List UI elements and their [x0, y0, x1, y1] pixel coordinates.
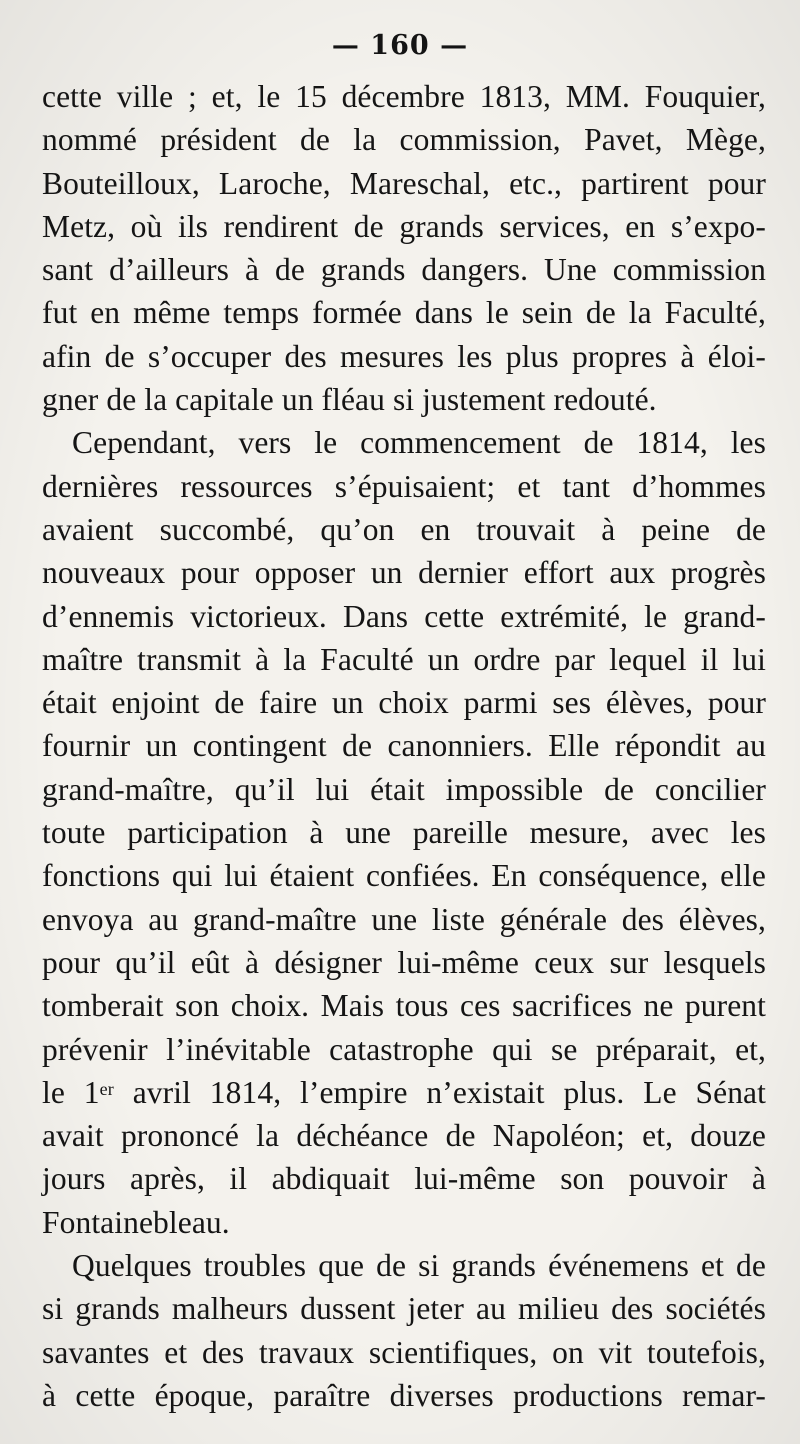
text-line: cette ville ; et, le 15 décembre 1813, MM. Fouquier, — [42, 79, 766, 114]
text-line: Fontainebleau. — [42, 1204, 230, 1240]
text-line: si grands malheurs dussent jeter au milieu des sociétés — [42, 1291, 766, 1327]
text-line: sant d’ailleurs à de grands dangers. Une commission — [42, 252, 766, 288]
body-text — [42, 75, 766, 1417]
text-line: Metz, où ils rendirent de grands services, en s’expo- — [42, 208, 766, 244]
text-line: pour qu’il eût à désigner lui-même ceux sur lesquels — [42, 944, 766, 980]
text-line: était enjoint de faire un choix parmi ses élèves, pour — [42, 685, 766, 721]
paragraph — [42, 1244, 766, 1417]
text-line: savantes et des travaux scientifiques, on vit toutefois, — [42, 1334, 766, 1370]
text-line: gner de la capitale un fléau si justement redouté. — [42, 382, 657, 418]
text-line: afin de s’occuper des mesures les plus propres à éloi- — [42, 338, 766, 374]
text-line: d’ennemis victorieux. Dans cette extrémité, le grand- — [42, 598, 766, 634]
text-line: fut en même temps formée dans le sein de la Faculté, — [42, 295, 766, 331]
text-line: le 1er avril 1814, l’empire n’existait plus. Le Sénat — [42, 1074, 766, 1110]
paragraph — [42, 421, 766, 1244]
text-line: nouveaux pour opposer un dernier effort aux progrès — [42, 555, 766, 591]
text-line: envoya au grand-maître une liste générale des élèves, — [42, 901, 766, 937]
text-line: maître transmit à la Faculté un ordre par lequel il lui — [42, 641, 766, 677]
text-line: dernières ressources s’épuisaient; et tant d’hommes — [42, 468, 766, 504]
text-line: prévenir l’inévitable catastrophe qui se préparait, et, — [42, 1031, 766, 1067]
text-line: jours après, il abdiquait lui-même son pouvoir à — [42, 1161, 766, 1197]
text-line: tomberait son choix. Mais tous ces sacrifices ne purent — [42, 988, 766, 1024]
paragraph — [42, 75, 766, 421]
text-line: Cependant, vers le commencement de 1814, les — [72, 425, 766, 461]
text-line: toute participation à une pareille mesure, avec les — [42, 815, 766, 851]
text-line: fonctions qui lui étaient confiées. En conséquence, elle — [42, 858, 766, 894]
text-line: nommé président de la commission, Pavet, Mège, — [42, 122, 766, 158]
page-number: — 160 — — [331, 30, 469, 61]
text-line: fournir un contingent de canonniers. Elle répondit au — [42, 728, 766, 764]
text-line: à cette époque, paraître diverses productions remar- — [42, 1377, 766, 1413]
text-line: avait prononcé la déchéance de Napoléon; et, douze — [42, 1118, 766, 1154]
ordinal-superscript: er — [99, 1078, 114, 1099]
text-line: Quelques troubles que de si grands événemens et de — [72, 1248, 766, 1284]
text-line: avaient succombé, qu’on en trouvait à peine de — [42, 511, 766, 547]
text-line: Bouteilloux, Laroche, Mareschal, etc., partirent pour — [42, 165, 766, 201]
text-line: grand-maître, qu’il lui était impossible de concilier — [42, 771, 766, 807]
